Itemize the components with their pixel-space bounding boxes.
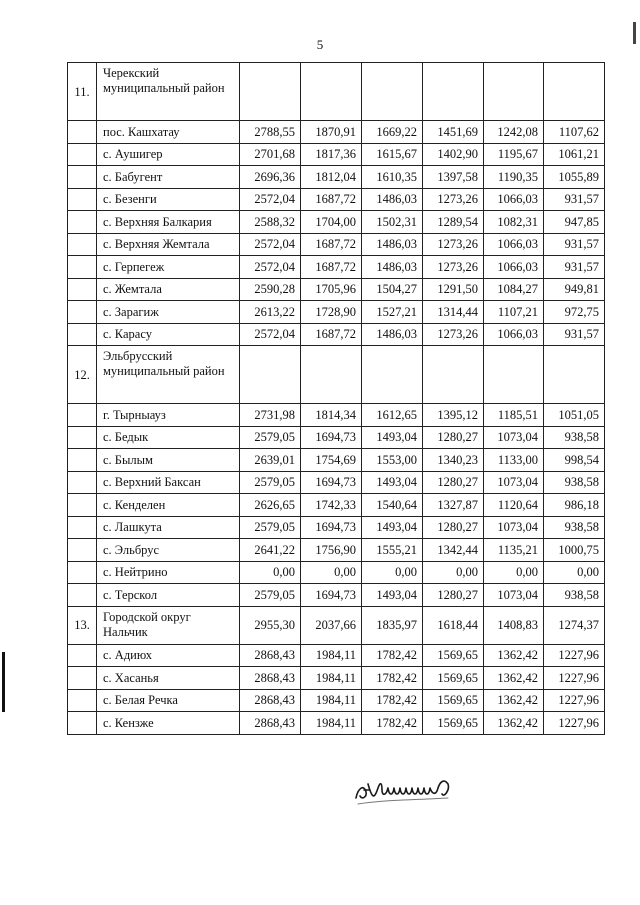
value-cell: 1273,26 xyxy=(423,323,484,346)
value-cell: 2868,43 xyxy=(240,667,301,690)
value-cell: 1327,87 xyxy=(423,494,484,517)
value-cell: 2639,01 xyxy=(240,449,301,472)
settlement-name: с. Аушигер xyxy=(97,143,240,166)
value-cell: 1984,11 xyxy=(301,712,362,735)
settlement-name: с. Кенделен xyxy=(97,494,240,517)
value-cell: 1687,72 xyxy=(301,233,362,256)
value-cell: 2590,28 xyxy=(240,278,301,301)
binding-edge-mark xyxy=(2,652,5,712)
value-cell: 1527,21 xyxy=(362,301,423,324)
value-cell: 1705,96 xyxy=(301,278,362,301)
value-cell: 1084,27 xyxy=(484,278,544,301)
value-cell: 2572,04 xyxy=(240,233,301,256)
value-cell: 2788,55 xyxy=(240,121,301,144)
value-cell: 931,57 xyxy=(544,188,605,211)
value-cell: 1569,65 xyxy=(423,689,484,712)
value-cell: 0,00 xyxy=(544,561,605,584)
value-cell: 1610,35 xyxy=(362,166,423,189)
value-cell: 2579,05 xyxy=(240,516,301,539)
table-row xyxy=(68,121,605,144)
value-cell: 2868,43 xyxy=(240,689,301,712)
value-cell: 1493,04 xyxy=(362,426,423,449)
settlement-name: с. Бабугент xyxy=(97,166,240,189)
row-index xyxy=(68,121,97,144)
value-cell: 1107,62 xyxy=(544,121,605,144)
value-cell: 1618,44 xyxy=(423,606,484,644)
value-cell: 2955,30 xyxy=(240,606,301,644)
settlement-name: с. Герпегеж xyxy=(97,256,240,279)
table-row xyxy=(68,539,605,562)
settlement-name: с. Зарагиж xyxy=(97,301,240,324)
value-cell: 1687,72 xyxy=(301,188,362,211)
value-cell: 1669,22 xyxy=(362,121,423,144)
value-cell: 972,75 xyxy=(544,301,605,324)
table-row xyxy=(68,689,605,712)
value-cell: 1000,75 xyxy=(544,539,605,562)
value-cell: 1133,00 xyxy=(484,449,544,472)
value-cell: 1569,65 xyxy=(423,644,484,667)
value-cell: 1280,27 xyxy=(423,584,484,607)
row-index xyxy=(68,211,97,234)
value-cell: 1195,67 xyxy=(484,143,544,166)
value-cell: 1340,23 xyxy=(423,449,484,472)
settlement-name: с. Жемтала xyxy=(97,278,240,301)
value-cell: 1742,33 xyxy=(301,494,362,517)
table-row xyxy=(68,516,605,539)
value-cell: 931,57 xyxy=(544,233,605,256)
tariff-table xyxy=(67,62,605,735)
value-cell xyxy=(544,346,605,404)
value-cell: 1493,04 xyxy=(362,584,423,607)
table-section-row xyxy=(68,346,605,404)
value-cell: 931,57 xyxy=(544,323,605,346)
table-row xyxy=(68,188,605,211)
value-cell: 2579,05 xyxy=(240,584,301,607)
table-section-row xyxy=(68,63,605,121)
value-cell: 1135,21 xyxy=(484,539,544,562)
value-cell: 1073,04 xyxy=(484,426,544,449)
value-cell: 1569,65 xyxy=(423,712,484,735)
value-cell: 1289,54 xyxy=(423,211,484,234)
value-cell: 2572,04 xyxy=(240,323,301,346)
row-index xyxy=(68,471,97,494)
settlement-name: с. Хасанья xyxy=(97,667,240,690)
value-cell: 1540,64 xyxy=(362,494,423,517)
value-cell: 1694,73 xyxy=(301,516,362,539)
value-cell: 2626,65 xyxy=(240,494,301,517)
value-cell: 1817,36 xyxy=(301,143,362,166)
value-cell: 938,58 xyxy=(544,584,605,607)
row-index xyxy=(68,494,97,517)
value-cell: 1812,04 xyxy=(301,166,362,189)
value-cell: 1756,90 xyxy=(301,539,362,562)
settlement-name: с. Бедык xyxy=(97,426,240,449)
value-cell: 1814,34 xyxy=(301,404,362,427)
value-cell: 1704,00 xyxy=(301,211,362,234)
value-cell: 938,58 xyxy=(544,426,605,449)
table-row xyxy=(68,404,605,427)
table-row xyxy=(68,712,605,735)
value-cell: 1066,03 xyxy=(484,323,544,346)
value-cell: 2613,22 xyxy=(240,301,301,324)
value-cell: 0,00 xyxy=(423,561,484,584)
row-index xyxy=(68,561,97,584)
value-cell: 1612,65 xyxy=(362,404,423,427)
value-cell: 1835,97 xyxy=(362,606,423,644)
table-row xyxy=(68,561,605,584)
value-cell: 2588,32 xyxy=(240,211,301,234)
value-cell: 1082,31 xyxy=(484,211,544,234)
row-index xyxy=(68,143,97,166)
value-cell: 1362,42 xyxy=(484,644,544,667)
handwritten-signature-icon xyxy=(352,770,470,810)
table-row xyxy=(68,471,605,494)
value-cell xyxy=(423,346,484,404)
value-cell: 1291,50 xyxy=(423,278,484,301)
value-cell xyxy=(362,346,423,404)
value-cell: 1782,42 xyxy=(362,689,423,712)
value-cell: 1362,42 xyxy=(484,667,544,690)
value-cell: 1066,03 xyxy=(484,233,544,256)
value-cell xyxy=(301,346,362,404)
value-cell: 1273,26 xyxy=(423,233,484,256)
value-cell: 1280,27 xyxy=(423,426,484,449)
settlement-name: с. Лашкута xyxy=(97,516,240,539)
value-cell: 1451,69 xyxy=(423,121,484,144)
row-index xyxy=(68,256,97,279)
page-number: 5 xyxy=(316,37,324,52)
row-index xyxy=(68,426,97,449)
settlement-name: г. Тырныауз xyxy=(97,404,240,427)
table-row xyxy=(68,143,605,166)
value-cell: 1055,89 xyxy=(544,166,605,189)
value-cell: 1694,73 xyxy=(301,426,362,449)
value-cell: 1402,90 xyxy=(423,143,484,166)
settlement-name: с. Безенги xyxy=(97,188,240,211)
value-cell: 1984,11 xyxy=(301,644,362,667)
row-index xyxy=(68,233,97,256)
value-cell xyxy=(362,63,423,121)
value-cell: 1486,03 xyxy=(362,256,423,279)
value-cell xyxy=(240,346,301,404)
value-cell: 2579,05 xyxy=(240,471,301,494)
row-index xyxy=(68,516,97,539)
value-cell: 1362,42 xyxy=(484,712,544,735)
value-cell: 0,00 xyxy=(362,561,423,584)
value-cell: 949,81 xyxy=(544,278,605,301)
value-cell: 1073,04 xyxy=(484,471,544,494)
row-index xyxy=(68,539,97,562)
row-index: 11. xyxy=(68,63,97,121)
settlement-name: с. Былым xyxy=(97,449,240,472)
value-cell: 1984,11 xyxy=(301,667,362,690)
value-cell: 1870,91 xyxy=(301,121,362,144)
settlement-name: с. Нейтрино xyxy=(97,561,240,584)
value-cell xyxy=(484,63,544,121)
value-cell xyxy=(544,63,605,121)
value-cell: 1486,03 xyxy=(362,323,423,346)
value-cell: 1486,03 xyxy=(362,188,423,211)
value-cell: 1694,73 xyxy=(301,471,362,494)
settlement-name: с. Верхний Баксан xyxy=(97,471,240,494)
value-cell: 1493,04 xyxy=(362,471,423,494)
table-row xyxy=(68,644,605,667)
value-cell: 1728,90 xyxy=(301,301,362,324)
value-cell: 1274,37 xyxy=(544,606,605,644)
value-cell: 1397,58 xyxy=(423,166,484,189)
row-index: 12. xyxy=(68,346,97,404)
settlement-name: с. Кензже xyxy=(97,712,240,735)
value-cell: 1073,04 xyxy=(484,516,544,539)
value-cell: 998,54 xyxy=(544,449,605,472)
settlement-name: с. Белая Речка xyxy=(97,689,240,712)
table-row xyxy=(68,211,605,234)
value-cell: 1120,64 xyxy=(484,494,544,517)
row-index xyxy=(68,644,97,667)
table-section-row xyxy=(68,606,605,644)
row-index xyxy=(68,712,97,735)
value-cell: 1066,03 xyxy=(484,256,544,279)
row-index xyxy=(68,404,97,427)
value-cell: 1569,65 xyxy=(423,667,484,690)
value-cell: 1280,27 xyxy=(423,471,484,494)
value-cell: 1782,42 xyxy=(362,667,423,690)
district-name: Черекский муниципальный район xyxy=(97,63,240,121)
settlement-name: пос. Кашхатау xyxy=(97,121,240,144)
value-cell: 1280,27 xyxy=(423,516,484,539)
value-cell: 947,85 xyxy=(544,211,605,234)
value-cell: 2696,36 xyxy=(240,166,301,189)
settlement-name: с. Эльбрус xyxy=(97,539,240,562)
value-cell: 0,00 xyxy=(484,561,544,584)
row-index xyxy=(68,667,97,690)
table-row xyxy=(68,449,605,472)
value-cell: 1687,72 xyxy=(301,323,362,346)
settlement-name: с. Верхняя Балкария xyxy=(97,211,240,234)
row-index xyxy=(68,301,97,324)
value-cell: 1073,04 xyxy=(484,584,544,607)
table-row xyxy=(68,233,605,256)
value-cell: 1395,12 xyxy=(423,404,484,427)
value-cell: 938,58 xyxy=(544,471,605,494)
district-name: Городской округ Нальчик xyxy=(97,606,240,644)
value-cell: 2579,05 xyxy=(240,426,301,449)
value-cell xyxy=(301,63,362,121)
value-cell: 1687,72 xyxy=(301,256,362,279)
table-row xyxy=(68,494,605,517)
value-cell: 1273,26 xyxy=(423,256,484,279)
row-index xyxy=(68,166,97,189)
table-row xyxy=(68,301,605,324)
value-cell: 1066,03 xyxy=(484,188,544,211)
value-cell xyxy=(484,346,544,404)
district-name: Эльбрусский муниципальный район xyxy=(97,346,240,404)
value-cell: 1362,42 xyxy=(484,689,544,712)
value-cell: 1242,08 xyxy=(484,121,544,144)
value-cell: 1273,26 xyxy=(423,188,484,211)
value-cell: 1190,35 xyxy=(484,166,544,189)
value-cell: 2868,43 xyxy=(240,712,301,735)
settlement-name: с. Адиюх xyxy=(97,644,240,667)
value-cell: 1061,21 xyxy=(544,143,605,166)
row-index xyxy=(68,188,97,211)
settlement-name: с. Терскол xyxy=(97,584,240,607)
settlement-name: с. Карасу xyxy=(97,323,240,346)
value-cell: 1486,03 xyxy=(362,233,423,256)
table-row xyxy=(68,278,605,301)
value-cell: 0,00 xyxy=(240,561,301,584)
row-index xyxy=(68,323,97,346)
value-cell: 1504,27 xyxy=(362,278,423,301)
scan-edge-mark xyxy=(633,22,636,44)
value-cell: 0,00 xyxy=(301,561,362,584)
value-cell: 1227,96 xyxy=(544,712,605,735)
row-index xyxy=(68,584,97,607)
value-cell: 2868,43 xyxy=(240,644,301,667)
row-index xyxy=(68,449,97,472)
value-cell: 1342,44 xyxy=(423,539,484,562)
table-row xyxy=(68,667,605,690)
table-row xyxy=(68,426,605,449)
value-cell: 1553,00 xyxy=(362,449,423,472)
value-cell: 2701,68 xyxy=(240,143,301,166)
value-cell: 1694,73 xyxy=(301,584,362,607)
table-row xyxy=(68,584,605,607)
value-cell: 1555,21 xyxy=(362,539,423,562)
value-cell: 938,58 xyxy=(544,516,605,539)
value-cell: 1314,44 xyxy=(423,301,484,324)
value-cell: 1408,83 xyxy=(484,606,544,644)
settlement-name: с. Верхняя Жемтала xyxy=(97,233,240,256)
row-index: 13. xyxy=(68,606,97,644)
value-cell: 2641,22 xyxy=(240,539,301,562)
table-row xyxy=(68,166,605,189)
row-index xyxy=(68,689,97,712)
value-cell: 2037,66 xyxy=(301,606,362,644)
value-cell: 1227,96 xyxy=(544,667,605,690)
value-cell: 1107,21 xyxy=(484,301,544,324)
table-body xyxy=(68,63,605,735)
value-cell: 1502,31 xyxy=(362,211,423,234)
value-cell: 931,57 xyxy=(544,256,605,279)
value-cell: 1227,96 xyxy=(544,689,605,712)
value-cell: 1782,42 xyxy=(362,712,423,735)
value-cell xyxy=(240,63,301,121)
table-row xyxy=(68,256,605,279)
value-cell: 1754,69 xyxy=(301,449,362,472)
value-cell: 1185,51 xyxy=(484,404,544,427)
value-cell xyxy=(423,63,484,121)
value-cell: 1615,67 xyxy=(362,143,423,166)
value-cell: 1984,11 xyxy=(301,689,362,712)
value-cell: 1782,42 xyxy=(362,644,423,667)
value-cell: 2572,04 xyxy=(240,256,301,279)
value-cell: 1493,04 xyxy=(362,516,423,539)
value-cell: 1227,96 xyxy=(544,644,605,667)
value-cell: 2572,04 xyxy=(240,188,301,211)
value-cell: 986,18 xyxy=(544,494,605,517)
row-index xyxy=(68,278,97,301)
table-row xyxy=(68,323,605,346)
value-cell: 2731,98 xyxy=(240,404,301,427)
value-cell: 1051,05 xyxy=(544,404,605,427)
